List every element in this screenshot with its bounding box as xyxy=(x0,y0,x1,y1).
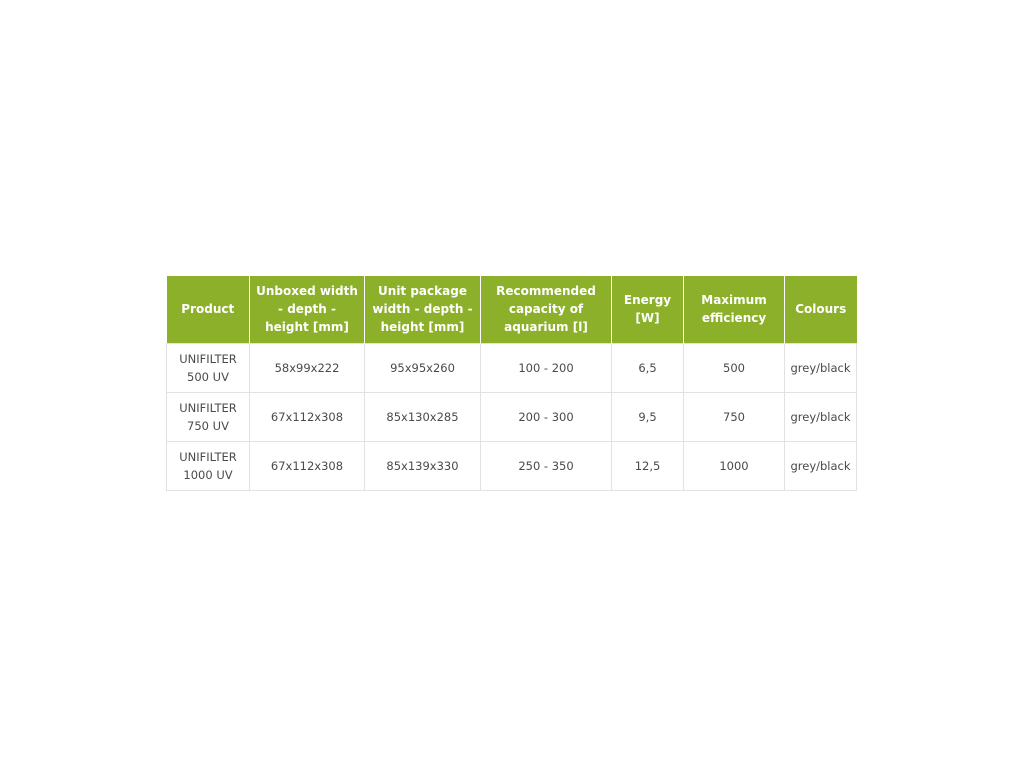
cell-product: UNIFILTER 1000 UV xyxy=(167,441,250,490)
header-unboxed-dimensions: Unboxed width - depth - height [mm] xyxy=(250,276,365,343)
cell-colours: grey/black xyxy=(785,343,857,392)
cell-unboxed-dimensions: 58x99x222 xyxy=(250,343,365,392)
cell-energy: 12,5 xyxy=(612,441,684,490)
cell-max-efficiency: 750 xyxy=(684,392,785,441)
cell-package-dimensions: 85x130x285 xyxy=(365,392,481,441)
table-row xyxy=(167,343,857,392)
table-row xyxy=(167,441,857,490)
header-product: Product xyxy=(167,276,250,343)
header-recommended-capacity: Recommended capacity of aquarium [l] xyxy=(481,276,612,343)
header-colours: Colours xyxy=(785,276,857,343)
cell-product: UNIFILTER 750 UV xyxy=(167,392,250,441)
product-spec-table xyxy=(166,276,857,491)
cell-energy: 9,5 xyxy=(612,392,684,441)
cell-max-efficiency: 500 xyxy=(684,343,785,392)
cell-package-dimensions: 85x139x330 xyxy=(365,441,481,490)
cell-recommended-capacity: 100 - 200 xyxy=(481,343,612,392)
cell-unboxed-dimensions: 67x112x308 xyxy=(250,392,365,441)
header-package-dimensions: Unit package width - depth - height [mm] xyxy=(365,276,481,343)
cell-recommended-capacity: 250 - 350 xyxy=(481,441,612,490)
cell-colours: grey/black xyxy=(785,441,857,490)
table-row xyxy=(167,392,857,441)
cell-recommended-capacity: 200 - 300 xyxy=(481,392,612,441)
header-max-efficiency: Maximum efficiency xyxy=(684,276,785,343)
cell-colours: grey/black xyxy=(785,392,857,441)
header-energy: Energy [W] xyxy=(612,276,684,343)
cell-max-efficiency: 1000 xyxy=(684,441,785,490)
cell-product: UNIFILTER 500 UV xyxy=(167,343,250,392)
cell-package-dimensions: 95x95x260 xyxy=(365,343,481,392)
cell-energy: 6,5 xyxy=(612,343,684,392)
table-header-row xyxy=(167,276,857,343)
cell-unboxed-dimensions: 67x112x308 xyxy=(250,441,365,490)
